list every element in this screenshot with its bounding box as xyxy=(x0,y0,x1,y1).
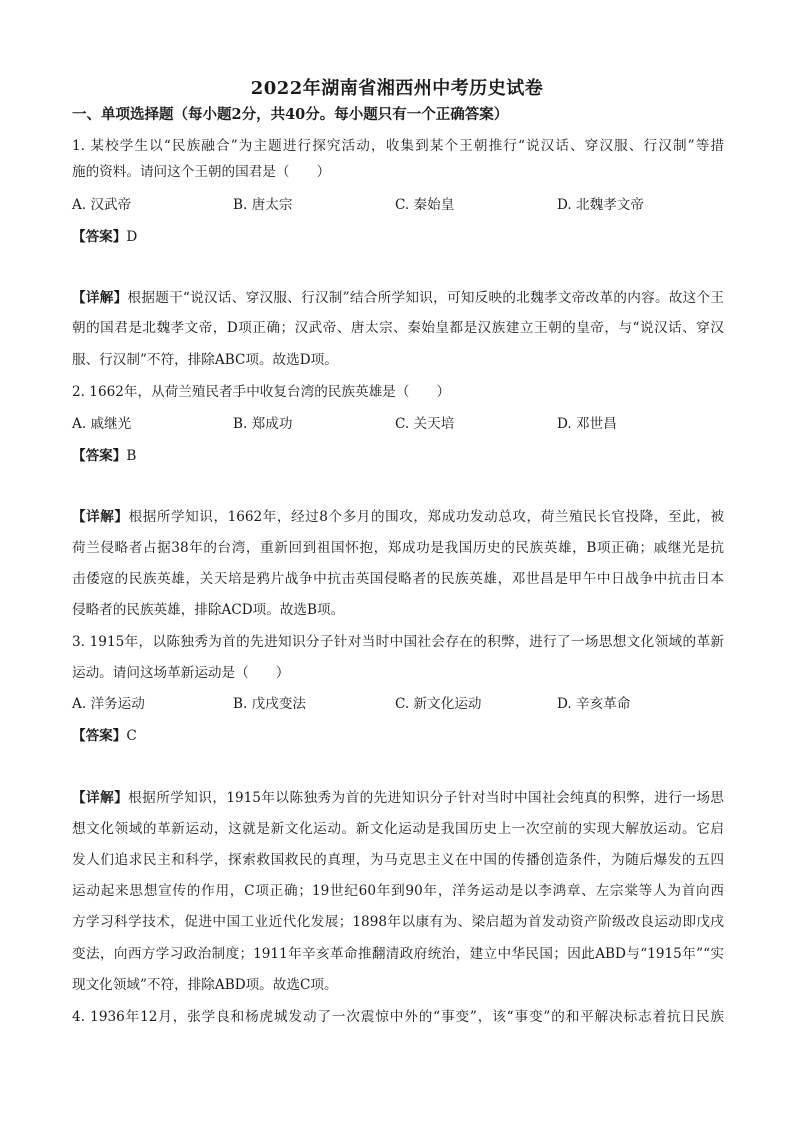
question-1-detail-line-1 xyxy=(72,288,724,308)
question-2-option-c: C. 关天培 xyxy=(395,416,455,432)
question-2-option-d: D. 邓世昌 xyxy=(557,416,617,432)
question-3-detail-line-4: 运动起来思想宣传的作用，C项正确；19世纪60年到90年，洋务运动是以李鸿章、左宗棠等人为首向西 xyxy=(72,883,724,899)
question-1-detail-line-3: 服、行汉制”不符，排除ABC项。故选D项。 xyxy=(72,352,338,368)
answer-label: 【答案】 xyxy=(72,728,127,744)
question-1-option-b: B. 唐太宗 xyxy=(233,197,293,213)
section-heading: 一、单项选择题（每小题2分，共40分。每小题只有一个正确答案） xyxy=(72,106,509,123)
question-3-option-d: D. 辛亥革命 xyxy=(557,696,631,712)
answer-label: 【答案】 xyxy=(72,448,127,464)
detail-text: 根据所学知识，1662年，经过8个多月的围攻，郑成功发动总攻，荷兰殖民长官投降，至此，被 xyxy=(128,509,724,525)
question-3-detail-line-7: 现文化领域”不符，排除ABD项。故选C项。 xyxy=(72,977,338,993)
answer-label: 【答案】 xyxy=(72,229,127,245)
question-2-answer xyxy=(72,446,724,466)
answer-value: B xyxy=(126,448,137,464)
question-3-option-c: C. 新文化运动 xyxy=(395,696,482,712)
answer-value: D xyxy=(126,229,138,245)
question-3-stem-line-2: 运动。请问这场革新运动是（ ） xyxy=(72,665,290,681)
question-1-option-d: D. 北魏孝文帝 xyxy=(557,197,645,213)
answer-value: C xyxy=(126,728,137,744)
question-4-stem-line-1: 4. 1936年12月，张学良和杨虎城发动了一次震惊中外的“事变”，该“事变”的和平解决标志着抗日民族 xyxy=(72,1009,724,1025)
question-3-detail-line-6: 变法，向西方学习政治制度；1911年辛亥革命推翻清政府统治，建立中华民国；因此ABD与“1915年”“实 xyxy=(72,946,724,962)
question-1-option-c: C. 秦始皇 xyxy=(395,197,455,213)
question-2-stem-line-1: 2. 1662年，从荷兰殖民者手中收复台湾的民族英雄是（ ） xyxy=(72,384,451,400)
question-2-detail-line-4: 侵略者的民族英雄，排除ACD项。故选B项。 xyxy=(72,602,345,618)
question-1-detail-line-2: 朝的国君是北魏孝文帝，D项正确；汉武帝、唐太宗、秦始皇都是汉族建立王朝的皇帝，与“说汉话、穿汉 xyxy=(72,320,724,336)
question-3-answer xyxy=(72,726,724,746)
question-3-detail-line-1 xyxy=(72,788,724,808)
question-1-stem-line-1: 1. 某校学生以“民族融合”为主题进行探究活动，收集到某个王朝推行“说汉话、穿汉服、行汉制”等措 xyxy=(72,138,724,154)
detail-label: 【详解】 xyxy=(72,790,129,806)
detail-label: 【详解】 xyxy=(72,509,129,525)
question-2-option-a: A. 戚继光 xyxy=(72,416,132,432)
question-1-option-a: A. 汉武帝 xyxy=(72,197,132,213)
question-3-option-b: B. 戊戌变法 xyxy=(233,696,307,712)
question-2-detail-line-3: 击倭寇的民族英雄，关天培是鸦片战争中抗击英国侵略者的民族英雄，邓世昌是甲午中日战争中抗击日本 xyxy=(72,571,724,587)
question-3-stem-line-1: 3. 1915年，以陈独秀为首的先进知识分子针对当时中国社会存在的积弊，进行了一场思想文化领域的革新 xyxy=(72,634,724,650)
question-3-detail-line-3: 发人们追求民主和科学，探索救国救民的真理，为马克思主义在中国的传播创造条件，为随后爆发的五四 xyxy=(72,852,724,868)
question-1-answer xyxy=(72,227,724,247)
question-3-detail-line-2: 想文化领域的革新运动，这就是新文化运动。新文化运动是我国历史上一次空前的实现大解放运动。它启 xyxy=(72,821,724,837)
question-3-detail-line-5: 方学习科学技术，促进中国工业近代化发展；1898年以康有为、梁启超为首发动资产阶级改良运动即戊戌 xyxy=(72,914,724,930)
question-3-option-a: A. 洋务运动 xyxy=(72,696,145,712)
question-2-detail-line-1 xyxy=(72,507,724,527)
page-title: 2022年湖南省湘西州中考历史试卷 xyxy=(250,78,544,99)
question-1-stem-line-2: 施的资料。请问这个王朝的国君是（ ） xyxy=(72,164,331,180)
question-2-detail-line-2: 荷兰侵略者占据38年的台湾，重新回到祖国怀抱，郑成功是我国历史的民族英雄，B项正确；戚继光是抗 xyxy=(72,540,724,556)
detail-text: 根据题干“说汉话、穿汉服、行汉制”结合所学知识，可知反映的北魏孝文帝改革的内容。故这个王 xyxy=(127,290,724,306)
detail-label: 【详解】 xyxy=(72,290,128,306)
detail-text: 根据所学知识，1915年以陈独秀为首的先进知识分子针对当时中国社会纯真的积弊，进行一场思 xyxy=(128,790,724,806)
question-2-option-b: B. 郑成功 xyxy=(233,416,293,432)
